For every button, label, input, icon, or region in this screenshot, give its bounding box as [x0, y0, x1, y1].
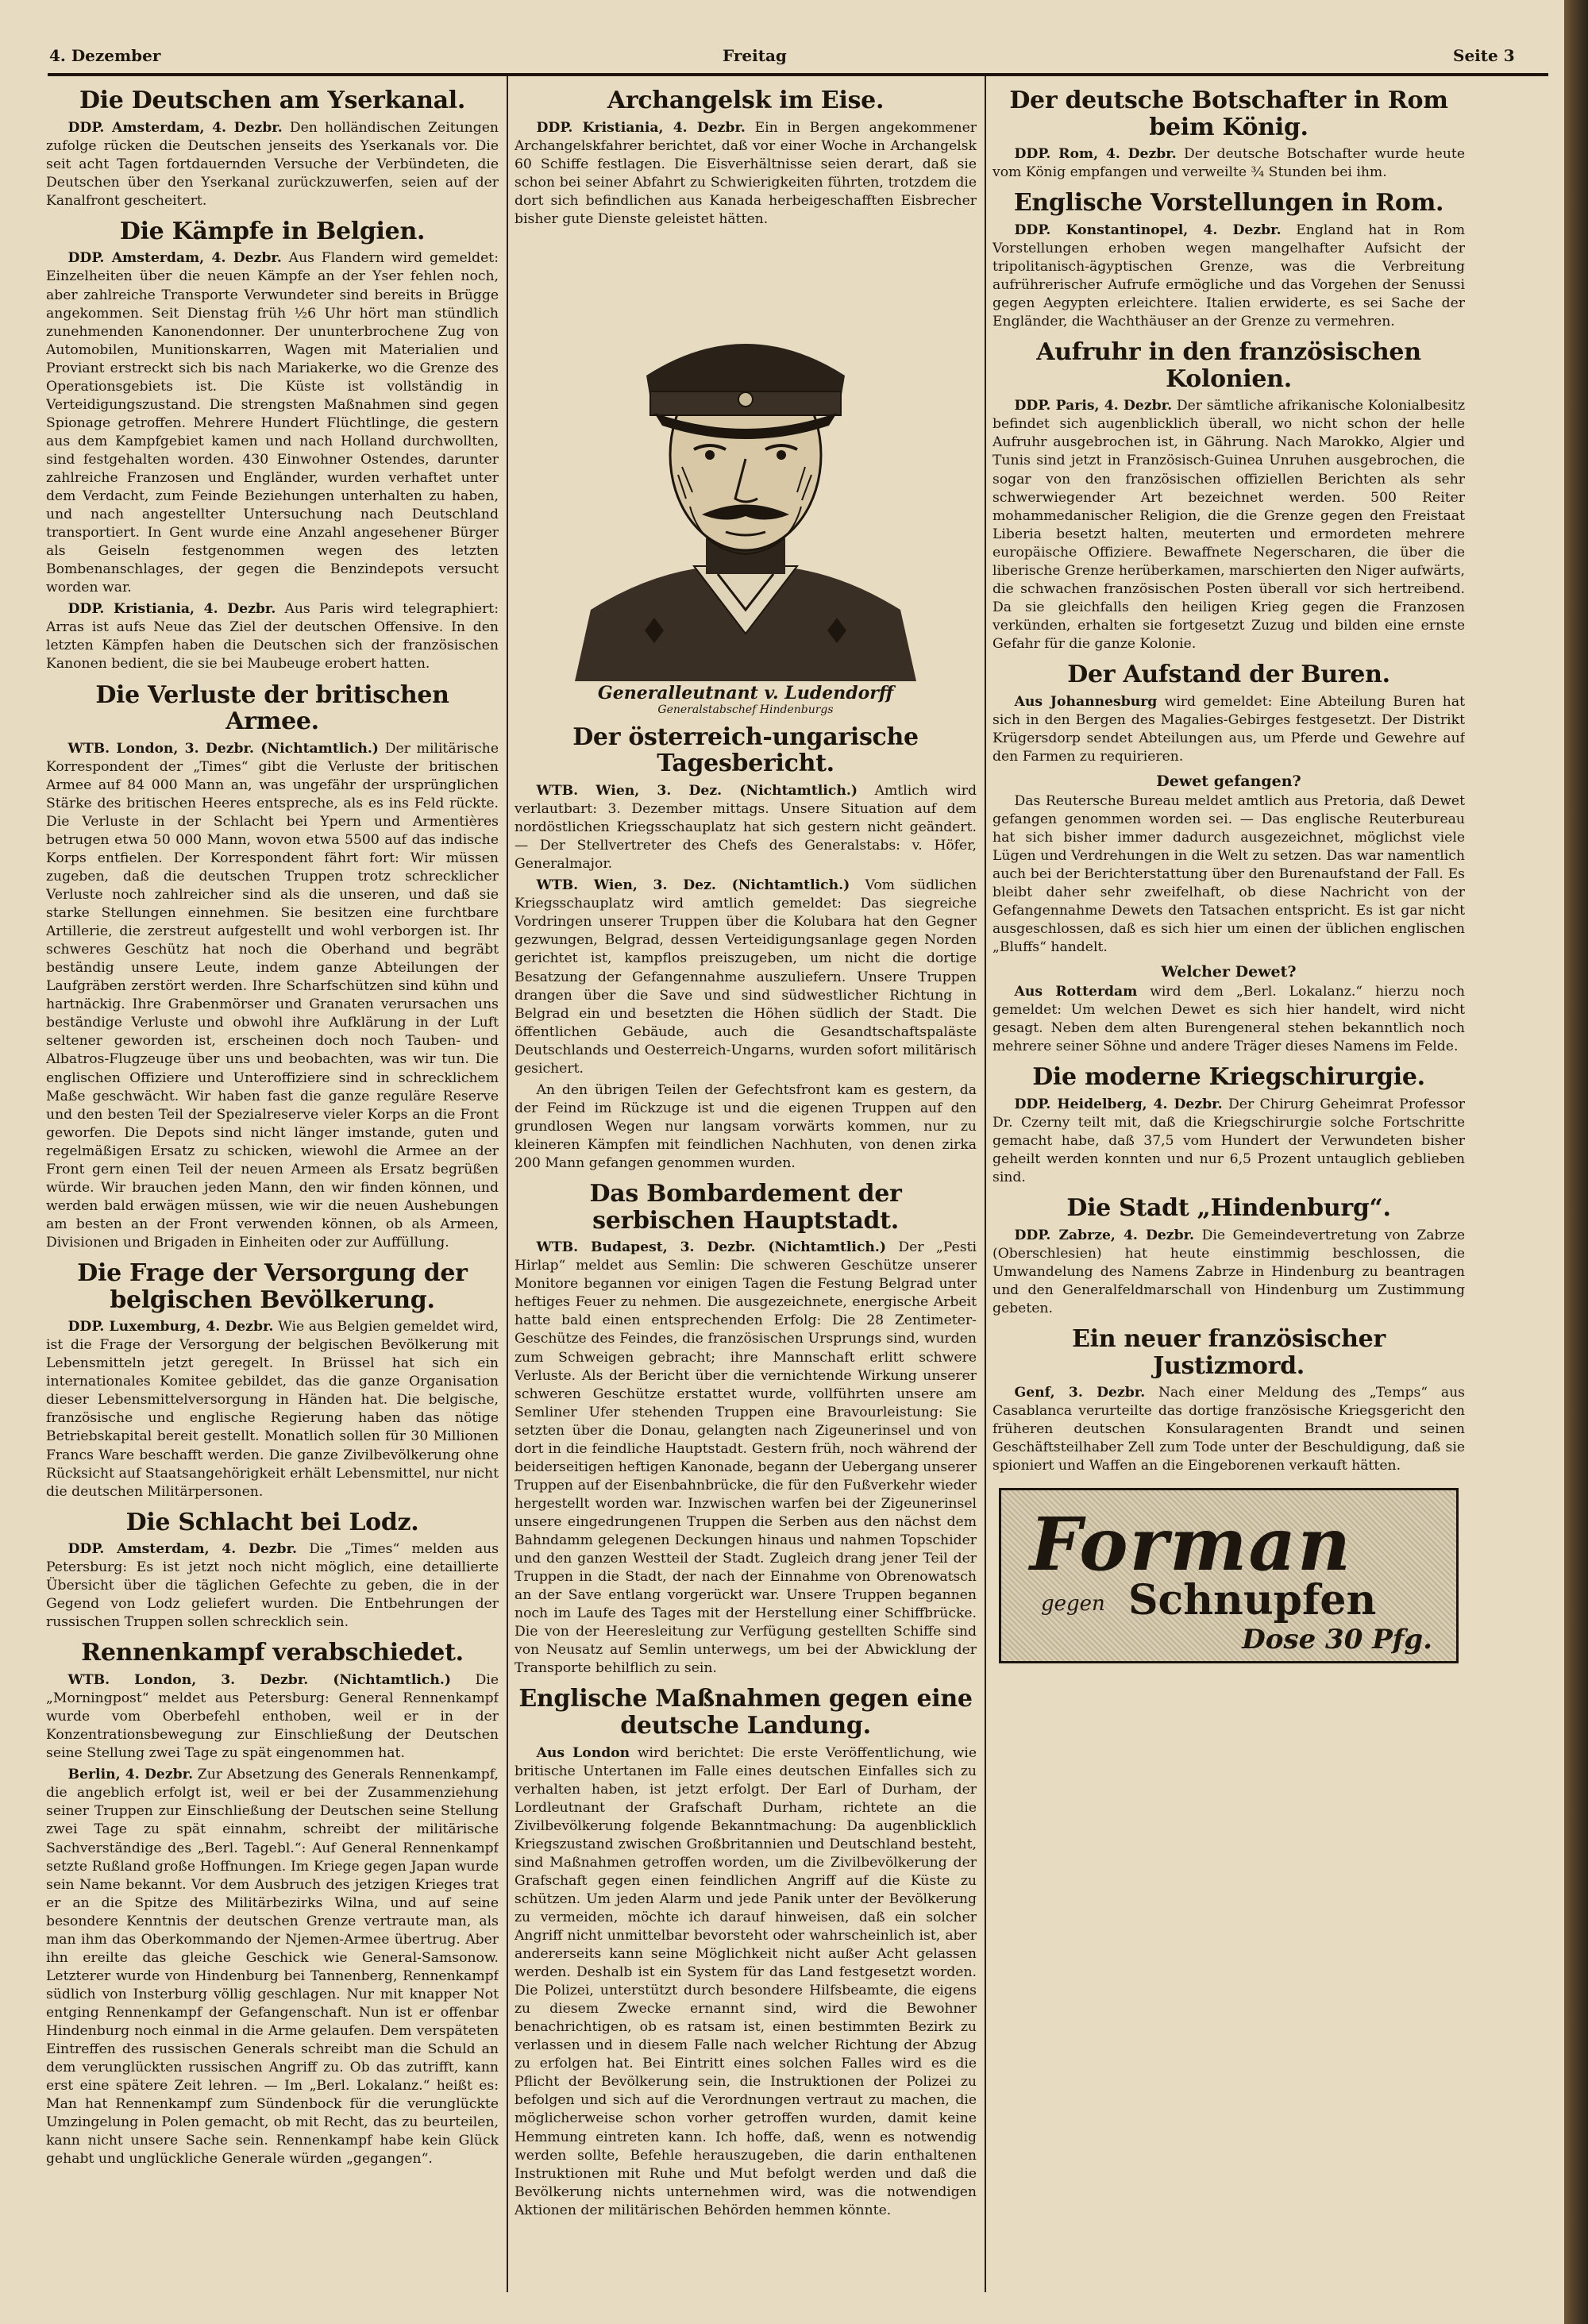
column-2 [515, 79, 977, 2292]
column-rule [507, 76, 508, 2292]
dateline: WTB. Wien, 3. Dez. (Nichtamtlich.) [536, 783, 858, 800]
headline-vorstellungen: Englische Vorstellungen in Rom. [1013, 189, 1444, 218]
body-text: Der militärische Korrespondent der „Times“ gibt die Verluste der britischen Armee auf 84 000 Mann an, was ungefähr der ursprünglichen Stärke des britischen Heeres entspreche, als es ins Feld rückte. Die Verluste in der Schlacht bei Ypern und Armentières betrugen etwa 50 000 Mann, wovon etwa 5500 auf das indische Korps entfielen. Der Korrespondent fährt fort: Wir müssen zugeben, daß die deutschen Truppen trotz schrecklicher Verluste noch zahlreicher sind als die unseren, und daß sie starke Stellungen einnehmen. Sie besitzen eine furchtbare Artillerie, die zerstreut aufgestellt und wohl verborgen ist. Ihr schweres Geschütz hat noch die Oberhand und begräbt beständig unsere Leute, indem ganze Abteilungen der Laufgräben zerstört werden. Ihre Scharfschützen sind kühn und hartnäckig. Ihre Grabenmörser und Granaten verursachen uns beständige Verluste und obwohl ihre Aufklärung in der Luft seltener geworden ist, erscheinen doch noch Tauben- und Albatros-Flugzeuge über uns und beobachten, was wir tun. Die englischen Offiziere und Unteroffiziere sind in schrecklichem Maße geschwächt. Wir haben fast die ganze reguläre Reserve und den besten Teil der Spezialreserve vieler Korps an die Front geworfen. Die Depots sind nicht länger imstande, guten und regelmäßigen Ersatz zu schicken, wiewohl die Armee an der Front gern einen Teil der neuen Armeen als Ersatz begrüßen würde. Wir brauchen jeden Mann, den wir finden können, und werden bald erwägen müssen, wie wir die neuen Aushebungen am besten an der Front verwenden können, ob als Armeen, Divisionen und Brigaden in Einheiten oder zur Auffüllung. [46, 740, 499, 1251]
article-buren-text [992, 693, 1465, 766]
headline-botschafter: Der deutsche Botschafter in Rom beim König. [1009, 87, 1448, 141]
article-england-massnahmen-text [515, 1744, 977, 2220]
headline-yser: Die Deutschen am Yserkanal. [79, 87, 466, 114]
portrait-subcaption: Generalstabschef Hindenburgs [657, 703, 834, 716]
dateline: DDP. Rom, 4. Dezbr. [1014, 146, 1177, 163]
headline-buren: Der Aufstand der Buren. [1067, 661, 1390, 688]
body-text: Nach einer Meldung des „Temps“ aus Casablanca verurteilte das dortige französische Kriegsgericht den früheren deutschen Konsularagenten Brandt und seinen Geschäftsteilhaber Zell zum Tode unter der Beschuldigung, daß sie spioniert und Waffen an die Eingeborenen verkauft hätten. [992, 1385, 1465, 1474]
body-text: Der „Pesti Hirlap“ meldet aus Semlin: Die schweren Geschütze unserer Monitore begannen vor einigen Tagen die Festung Belgrad unter heftiges Feuer zu nehmen. Die ausgezeichnete, energische Arbeit hatte bald einen entsprechenden Erfolg: Die 28 Zentimeter-Geschütze des Feindes, die französischen Ursprungs sind, wurden zum Schweigen gebracht; ihre Mannschaft erlitt schwere Verluste. Als der Bericht über die vernichtende Wirkung unserer schweren Geschütze erstattet wurde, vollführten unsere am Semliner Ufer stehenden Truppen eine Bravourleistung: Sie setzten über die Donau, gelangten nach Zigeunerinsel und von dort in die feindliche Hauptstadt. Gestern früh, noch während der beiderseitigen heftigen Kanonade, begann der Uebergang unserer Truppen auf der Eisenbahnbrücke, die für den Fußverkehr wieder hergestellt worden war. Inzwischen warfen bei der Zigeunerinsel unsere eingedrungenen Truppen die Serben aus den nächst dem Bahndamm gelegenen Deckungen hinaus und nahmen Topschider und den ganzen Westteil der Stadt. Zugleich drang jener Teil der Truppen in die Stadt, der nach der Einnahme von Obrenowatsch an der Save entlang vorgerückt war. Unsere Truppen begannen noch im Laufe des Tages mit der Herstellung einer Schiffbrücke. Die von der Heeresleitung zur Verfügung gestellten Schiffe sind von Neusatz auf Semlin unterwegs, um bei der Abwicklung der Transporte behilflich zu sein. [515, 1239, 977, 1677]
article-kriegschirurgie-text [992, 1096, 1465, 1187]
body-text: Vom südlichen Kriegsschauplatz wird amtlich gemeldet: Das siegreiche Vordringen unserer Truppen über die Kolubara hat den Gegner gezwungen, Belgrad, dessen Verteidigungsanlage gegen Norden gerichtet ist, kampflos preiszugeben, um nicht die dortige Besatzung der Gefangennahme auszuliefern. Unsere Truppen drangen über die Save und sind südwestlicher Richtung in Belgrad ein und besetzten die Höhen südlich der Stadt. Die öffentlichen Gebäude, auch die Gesandtschaftspaläste Deutschlands und Oesterreich-Ungarns, wurden sofort militärisch gesichert. [515, 877, 977, 1077]
advertisement-forman [999, 1488, 1459, 1663]
dateline: WTB. London, 3. Dezbr. (Nichtamtlich.) [67, 1672, 452, 1689]
article-vorstellungen-text [992, 222, 1465, 331]
headline-england-massnahmen: Englische Maßnahmen gegen eine deutsche Landung. [518, 1685, 973, 1740]
body-text: Ein in Bergen angekommener Archangelskfahrer berichtet, daß vor einer Woche in Archangelsk 60 Schiffe festlagen. Die Eisverhältnisse seien derart, daß sie schon bei seiner Abfahrt zu Schwierigkeiten führten, trotzdem die dort sich befindlichen aus Kanada herbeigeschafften Eisbrecher bisher gute Dienste geleistet hätten. [515, 119, 977, 227]
article-buren-text-2: Das Reutersche Bureau meldet amtlich aus Pretoria, daß Dewet gefangen genommen worden sei. — Das englische Reuterbureau hat sich bisher immer dadurch ausgezeichnet, möglichst viele Lügen und Verdrehungen in die Welt zu setzen. Das war namentlich auch bei der Berichterstattung über den Burenaufstand der Fall. Es bleibt daher sehr zweifelhaft, ob diese Nachricht von der Gefangennahme Dewets den Tatsachen entspricht. Es ist gar nicht ausgeschlossen, daß es sich hier um einen der üblichen englischen „Bluffs“ handelt. [992, 792, 1465, 956]
article-justizmord-text [992, 1384, 1465, 1475]
body-text: wird berichtet: Die erste Veröffentlichung, wie britische Untertanen im Falle eines deutschen Einfalles sich zu verhalten haben, ist jetzt erfolgt. Der Earl of Durham, der Lordleutnant der Grafschaft Durham, richtete an die Zivilbevölkerung folgende Bekanntmachung: Da augenblicklich Kriegszustand zwischen Großbritannien und Deutschland besteht, sind Maßnahmen getroffen worden, um die Zivilbevölkerung der Grafschaft gegen einen feindlichen Angriff auf die Küste zu schützen. Um jeden Alarm und jede Panik unter der Bevölkerung zu vermeiden, möchte ich darauf hinweisen, daß ein solcher Angriff nicht unmittelbar bevorsteht oder wahrscheinlich ist, aber andererseits kann seine Möglichkeit nicht außer Acht gelassen werden. Deshalb ist ein System für das Land festgesetzt worden. Die Polizei, unterstützt durch besondere Hilfsbeamte, die eigens zu diesem Zwecke ernannt sind, wird die Bewohner benachrichtigen, ob es ratsam ist, einen bestimmten Bezirk zu verlassen und in diesem Falle nach welcher Richtung der Abzug zu erfolgen hat. Bei Eintritt eines solchen Falles wird es die Pflicht der Bevölkerung sein, die Instruktionen der Polizei zu befolgen und sich auf die Verordnungen vertraut zu machen, die möglicherweise schon vorher getroffen wurden, damit keine Hemmung eintreten kann. Ich hoffe, daß, wenn es notwendig werden sollte, Befehle herauszugeben, die darin enthaltenen Instruktionen mit Ruhe und Mut befolgt werden und daß die Bevölkerung nichts unternehmen wird, was die notwendigen Aktionen der militärischen Behörden hemmen könnte. [515, 1744, 977, 2218]
dateline: DDP. Kristiania, 4. Dezbr. [67, 601, 276, 618]
dateline: DDP. Luxemburg, 4. Dezbr. [67, 1319, 274, 1335]
ad-price: Dose 30 Pfg. [1242, 1624, 1432, 1656]
book-binding-edge [1564, 0, 1588, 2324]
article-versorgung-text [46, 1318, 499, 1501]
subheading-welcher-dewet: Welcher Dewet? [1161, 963, 1297, 981]
dateline: Berlin, 4. Dezbr. [67, 1767, 194, 1783]
article-archangelsk-text [515, 119, 977, 229]
body-text: Amtlich wird verlautbart: 3. Dezember mittags. Unsere Situation auf dem nordöstlichen Kriegsschauplatz hat sich gestern nicht geändert. — Der Stellvertreter des Chefs des Generalstabs: v. Höfer, Generalmajor. [515, 783, 977, 873]
body-text: Der Chirurg Geheimrat Professor Dr. Czerny teilt mit, daß die Kriegschirurgie solche Fortschritte gemacht habe, daß 37,5 vom Hundert der Verwundeten bisher geheilt werden konnten und nur 6,5 Prozent untauglich geblieben sind. [992, 1096, 1465, 1186]
portrait-caption: Generalleutnant v. Ludendorff [597, 682, 894, 703]
dateline: DDP. Heidelberg, 4. Dezbr. [1014, 1096, 1223, 1112]
article-yser-text [46, 119, 499, 210]
body-text: Die „Morningpost“ meldet aus Petersburg: General Rennenkampf wurde vom Oberbefehl enthoben, weil er in der Konzentrationsbewegung zur Einschließung der Deutschen seine Stellung zwei Tage zu spät eingenommen hat. [46, 1672, 499, 1762]
header-day: Freitag [723, 46, 787, 65]
headline-justizmord: Ein neuer französischer Justizmord. [1072, 1325, 1386, 1380]
ludendorff-portrait-drawing [559, 237, 932, 681]
header-rule [48, 73, 1548, 76]
column-rule [985, 76, 986, 2292]
ad-gegen: gegen [1041, 1592, 1105, 1617]
dateline: Aus Johannesburg [1014, 693, 1158, 710]
dateline: DDP. Zabrze, 4. Dezbr. [1014, 1227, 1195, 1243]
portrait-illustration [559, 237, 932, 716]
body-text: wird gemeldet: Eine Abteilung Buren hat sich in den Bergen des Magalies-Gebirges festgesetzt. Der Distrikt Krügersdorp sendet Abteilungen aus, um Pferde und Gewehre auf den Farmen zu requirieren. [992, 693, 1465, 765]
header-date: 4. Dezember [49, 46, 161, 65]
dateline: DDP. Amsterdam, 4. Dezbr. [67, 250, 282, 267]
dateline: DDP. Paris, 4. Dezbr. [1014, 398, 1173, 414]
dateline: WTB. Wien, 3. Dez. (Nichtamtlich.) [536, 877, 850, 894]
dateline: WTB. Budapest, 3. Dezbr. (Nichtamtlich.) [536, 1239, 887, 1256]
ad-product: Schnupfen [1128, 1576, 1377, 1625]
body-text: wird dem „Berl. Lokalanz.“ hierzu noch gemeldet: Um welchen Dewet es sich hier handelt, wird nicht gesagt. Neben dem alten Burengeneral stehen bekanntlich noch mehrere seiner Söhne und andere Träger dieses Namens im Felde. [992, 984, 1465, 1055]
dateline: Genf, 3. Dezbr. [1014, 1385, 1146, 1401]
headline-belgien: Die Kämpfe in Belgien. [119, 217, 426, 245]
article-botschafter-text [992, 145, 1465, 182]
headline-kriegschirurgie: Die moderne Kriegschirurgie. [1032, 1063, 1425, 1092]
body-text: Den holländischen Zeitungen zufolge rücken die Deutschen jenseits des Yserkanals vor. Die seit acht Tagen fortdauernden Versuche der Verbündeten, die Deutschen über den Yserkanal zurückzuwerfen, seien auf der Kanalfront gescheitert. [46, 119, 499, 209]
column-1 [46, 79, 499, 2292]
body-text: Der sämtliche afrikanische Kolonialbesitz befindet sich augenblicklich überall, wo nicht schon der helle Aufruhr ausgebrochen ist, in Gährung. Nach Marokko, Algier und Tunis sind jetzt in Französisch-Guinea Unruhen ausgebrochen, die sogar von den französischen offiziellen Berichten als sehr schwerwiegender Art bezeichnet werden. 500 Reiter mohammedanischer Religion, die die Grenze gegen den Freistaat Liberia besetzt halten, meuterten und ermordeten mehrere europäische Offiziere. Bewaffnete Negerscharen, die über die liberische Grenze herüberkamen, marschierten den Niger aufwärts, die schwachen französischen Posten überall vor sich hertreibend. Da sie gleichfalls den heiligen Krieg gegen die Franzosen verkünden, erhalten sie fortgesetzt Zuzug und bilden eine ernste Gefahr für die ganze Kolonie. [992, 398, 1465, 652]
headline-lodz: Die Schlacht bei Lodz. [125, 1508, 419, 1536]
headline-archangelsk: Archangelsk im Eise. [607, 87, 885, 114]
column-3 [992, 79, 1465, 2292]
body-text: Der deutsche Botschafter wurde heute vom König empfangen und verweilte ¾ Stunden bei ihm. [992, 146, 1465, 181]
headline-versorgung: Die Frage der Versorgung der belgischen Bevölkerung. [77, 1259, 468, 1314]
dateline: WTB. London, 3. Dezbr. (Nichtamtlich.) [67, 740, 379, 757]
headline-verluste: Die Verluste der britischen Armee. [95, 680, 449, 736]
body-text: Die „Times“ melden aus Petersburg: Es ist jetzt noch nicht möglich, eine detaillierte Übersicht über die täglichen Gefechte zu geben, die in der Gegend von Lodz geliefert wurden. Die Entbehrungen der russischen Truppen sollen schrecklich sein. [46, 1541, 499, 1631]
header-page-number: Seite 3 [1453, 46, 1515, 65]
article-lodz-text [46, 1540, 499, 1632]
headline-rennenkampf: Rennenkampf verabschiedet. [81, 1639, 464, 1667]
article-rennenkampf-text [46, 1671, 499, 1763]
headline-aufruhr: Aufruhr in den französischen Kolonien. [1036, 338, 1421, 393]
body-text: Wie aus Belgien gemeldet wird, ist die Frage der Versorgung der belgischen Bevölkerung mit Lebensmitteln jetzt geregelt. In Brüssel hat sich ein internationales Komitee gebildet, das die ganze Organisation dieser Lebensmittelversorgung in Händen hat. Die belgische, französische und englische Regierung haben das nötige Betriebskapital bereit gestellt. Monatlich sollen für 30 Millionen Francs Ware beschafft werden. Die ganze Zivilbevölkerung ohne Rücksicht auf Staatsangehörigkeit erhält Lebensmittel, nur nicht die deutschen Militärpersonen. [46, 1319, 499, 1500]
dateline: DDP. Amsterdam, 4. Dezbr. [67, 1541, 298, 1558]
article-bombardement-text [515, 1239, 977, 1678]
article-belgien-text-2 [46, 600, 499, 673]
article-rennenkampf-text-2 [46, 1766, 499, 2168]
article-hindenburg-stadt-text [992, 1227, 1465, 1318]
body-text: Die Gemeindevertretung von Zabrze (Oberschlesien) hat heute einstimmig beschlossen, die Umwandelung des Namens Zabrze in Hindenburg zu beantragen und den Generalfeldmarschall von Hindenburg um Zustimmung gebeten. [992, 1227, 1465, 1316]
body-text: England hat in Rom Vorstellungen erhoben wegen mangelhafter Aufsicht der tripolitanisch-ägyptischen Grenze, was die Verbreitung aufrührerischer Aufrufe ermögliche und das Vorgehen der Senussi gegen Aegypten erleichtere. Italien erwiderte, es sei Sache der Engländer, die Wachthäuser an der Grenze zu vermehren. [992, 222, 1465, 330]
article-oesterreich-text [515, 782, 977, 873]
dateline: DDP. Konstantinopel, 4. Dezbr. [1014, 222, 1282, 238]
article-oesterreich-text-3: An den übrigen Teilen der Gefechtsfront kam es gestern, da der Feind im Rückzuge ist und die eigenen Truppen auf den grundlosen Wegen nur langsam vorwärts kommen, nur zu kleineren Kämpfen mit feindlichen Nachhuten, von denen zirka 200 Mann gefangen genommen wurden. [515, 1081, 977, 1171]
dateline: DDP. Kristiania, 4. Dezbr. [536, 119, 746, 136]
body-text: Aus Flandern wird gemeldet: Einzelheiten über die neuen Kämpfe an der Yser fehlen noch, aber zahlreiche Transporte Verwundeter sind bereits in Brügge angekommen. Seit Dienstag früh ½6 Uhr hört man stündlich zunehmenden Kanonendonner. Der ununterbrochene Zug von Automobilen, Munitionskarren, Wagen mit Materialien und Proviant erstreckt sich bis nach Mariakerke, wo die Grenze des Operationsgebiets ist. Die Küste ist vollständig in Verteidigungszustand. Die strengsten Maßnahmen sind gegen Spionage getroffen. Mehrere Hundert Flüchtlinge, die gestern aus dem Kampfgebiet kamen und nach Holland durchwollten, sind festgehalten worden. 430 Einwohner Ostendes, darunter zahlreiche Franzosen und Engländer, wurden verhaftet unter dem Verdacht, zum Feinde Beziehungen unterhalten zu haben, und nach angestellter Untersuchung nach Deutschland transportiert. In Gent wurde eine Anzahl angesehener Bürger als Geiseln festgenommen wegen des letzten Bombenanschlages, der gegen die Benzindepots versucht worden war. [46, 250, 499, 596]
headline-bombardement: Das Bombardement der serbischen Hauptstadt. [589, 1180, 902, 1235]
article-aufruhr-text [992, 397, 1465, 653]
article-verluste-text [46, 740, 499, 1252]
body-text: Zur Absetzung des Generals Rennenkampf, die angeblich erfolgt ist, weil er bei der Zusammenziehung seiner Truppen zur Einschließung der Deutschen seine Stellung zwei Tage zu spät einnahm, schreibt der militärische Sachverständige des „Berl. Tagebl.“: Auf General Rennenkampf setzte Rußland große Hoffnungen. Im Kriege gegen Japan wurde sein Name bekannt. Vor dem Ausbruch des jetzigen Krieges trat er an die Spitze des Militärbezirks Wilna, und auf seine besondere Kenntnis der deutschen Grenze vertraute man, als man ihm das Oberkommando der Njemen-Armee übertrug. Aber ihn ereilte das gleiche Geschick wie General-Samsonow. Letzterer wurde von Hindenburg bei Tannenberg, Rennenkampf südlich von Insterburg völlig geschlagen. Nur mit knapper Not entging Rennenkampf der Gefangenschaft. Nun ist er offenbar Hindenburg noch einmal in die Arme gelaufen. Dem verspäteten Eintreffen des russischen Generals schreibt man die Schuld an dem verunglückten russischen Angriff zu. Ob das zutrifft, kann erst eine spätere Zeit lehren. — Im „Berl. Lokalanz.“ heißt es: Man hat Rennenkampf zum Sündenbock für die verunglückte Umzingelung in Polen gemacht, ob mit Recht, das zu beurteilen, kann nicht unsere Sache sein. Rennenkampf habe kein Glück gehabt und unglückliche Generale würden „gegangen“. [46, 1767, 499, 2168]
body-text: Aus Paris wird telegraphiert: Arras ist aufs Neue das Ziel der deutschen Offensive. In den letzten Kämpfen haben die Deutschen sich der französischen Kanonen bedient, die sie bei Maubeuge erobert hatten. [46, 601, 499, 673]
article-belgien-text [46, 249, 499, 597]
dateline: Aus London [536, 1744, 630, 1761]
subheading-dewet-gefangen: Dewet gefangen? [1156, 772, 1301, 790]
headline-hindenburg-stadt: Die Stadt „Hindenburg“. [1066, 1194, 1391, 1223]
dateline: Aus Rotterdam [1014, 984, 1138, 1000]
dateline: DDP. Amsterdam, 4. Dezbr. [67, 119, 283, 136]
article-buren-text-3 [992, 983, 1465, 1056]
ad-brand: Forman [1030, 1501, 1352, 1588]
headline-oesterreich: Der österreich-ungarische Tagesbericht. [572, 723, 919, 778]
article-oesterreich-text-2 [515, 877, 977, 1078]
